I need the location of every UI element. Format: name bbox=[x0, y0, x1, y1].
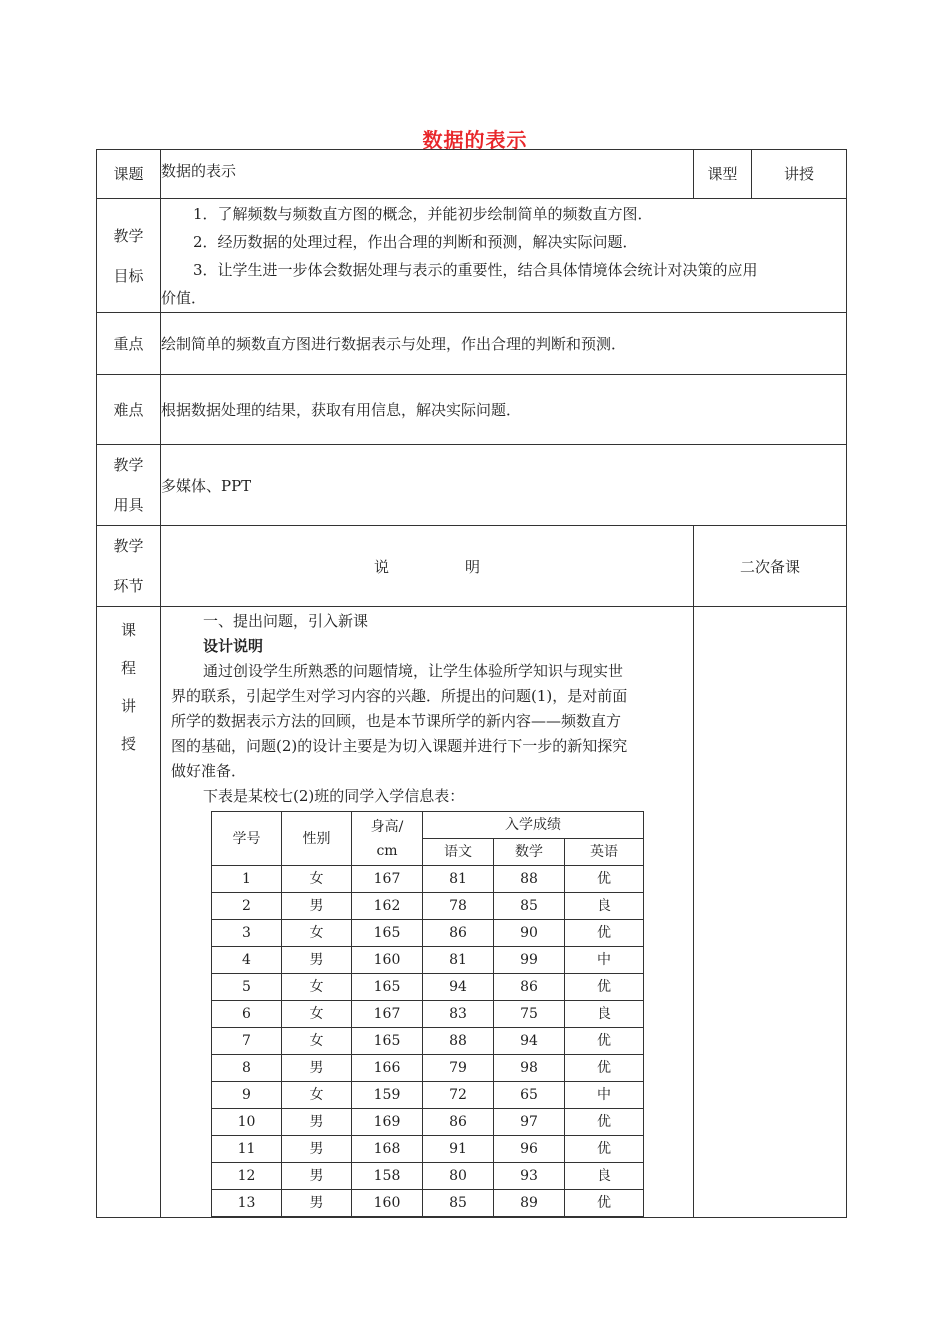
cell-chinese: 83 bbox=[423, 1001, 494, 1028]
key-point-label: 重点 bbox=[97, 313, 161, 375]
cell-chinese: 86 bbox=[423, 1109, 494, 1136]
cell-math: 65 bbox=[494, 1082, 565, 1109]
explanation-char-1: 说 bbox=[373, 557, 389, 576]
goals-content bbox=[161, 199, 847, 313]
process-label-char-2: 程 bbox=[120, 659, 136, 677]
tools-label-line-2: 用具 bbox=[113, 496, 144, 514]
second-prep-header: 二次备课 bbox=[694, 526, 847, 607]
cell-english: 良 bbox=[565, 1001, 644, 1028]
cell-gender: 男 bbox=[282, 1190, 352, 1217]
cell-gender: 男 bbox=[282, 1163, 352, 1190]
process-heading: 一、提出问题，引入新课 bbox=[203, 612, 369, 630]
page-title: 数据的表示 bbox=[422, 128, 528, 152]
cell-chinese: 94 bbox=[423, 974, 494, 1001]
cell-math: 75 bbox=[494, 1001, 565, 1028]
cell-height: 167 bbox=[352, 1001, 423, 1028]
table-row bbox=[212, 1190, 644, 1217]
cell-math: 90 bbox=[494, 920, 565, 947]
process-label-char-1: 课 bbox=[120, 621, 136, 639]
cell-gender: 女 bbox=[282, 920, 352, 947]
cell-chinese: 88 bbox=[423, 1028, 494, 1055]
cell-english: 优 bbox=[565, 1109, 644, 1136]
section-label-line-2: 环节 bbox=[113, 577, 144, 595]
design-line-4: 图的基础，问题(2)的设计主要是为切入课题并进行下一步的新知探究 bbox=[171, 737, 628, 755]
info-table-body bbox=[212, 866, 644, 1217]
cell-math: 85 bbox=[494, 893, 565, 920]
cell-id: 9 bbox=[212, 1082, 282, 1109]
process-label-char-3: 讲 bbox=[120, 697, 136, 715]
cell-id: 3 bbox=[212, 920, 282, 947]
cell-gender: 女 bbox=[282, 1082, 352, 1109]
cell-height: 162 bbox=[352, 893, 423, 920]
table-row bbox=[212, 1136, 644, 1163]
cell-height: 165 bbox=[352, 920, 423, 947]
cell-id: 2 bbox=[212, 893, 282, 920]
goal-item-3: 3．让学生进一步体会数据处理与表示的重要性，结合具体情境体会统计对决策的应用 bbox=[193, 260, 758, 279]
cell-id: 5 bbox=[212, 974, 282, 1001]
cell-gender: 男 bbox=[282, 1136, 352, 1163]
cell-chinese: 81 bbox=[423, 866, 494, 893]
tools-label bbox=[97, 445, 161, 526]
cell-id: 8 bbox=[212, 1055, 282, 1082]
col-header-height-line-2: cm bbox=[376, 842, 398, 859]
cell-gender: 女 bbox=[282, 1028, 352, 1055]
cell-chinese: 81 bbox=[423, 947, 494, 974]
table-row bbox=[212, 974, 644, 1001]
cell-english: 良 bbox=[565, 893, 644, 920]
cell-math: 94 bbox=[494, 1028, 565, 1055]
table-row bbox=[212, 1163, 644, 1190]
cell-height: 168 bbox=[352, 1136, 423, 1163]
cell-english: 中 bbox=[565, 1082, 644, 1109]
table-row bbox=[212, 893, 644, 920]
cell-height: 160 bbox=[352, 947, 423, 974]
cell-chinese: 78 bbox=[423, 893, 494, 920]
lesson-type-value: 讲授 bbox=[752, 150, 847, 199]
process-label-char-4: 授 bbox=[120, 735, 136, 753]
cell-height: 165 bbox=[352, 974, 423, 1001]
goal-item-3-cont: 价值． bbox=[161, 288, 207, 307]
design-line-1: 通过创设学生所熟悉的问题情境，让学生体验所学知识与现实世 bbox=[203, 662, 624, 680]
cell-height: 166 bbox=[352, 1055, 423, 1082]
cell-math: 97 bbox=[494, 1109, 565, 1136]
explanation-char-2: 明 bbox=[465, 557, 481, 576]
table-row bbox=[212, 1001, 644, 1028]
design-title: 设计说明 bbox=[203, 637, 264, 655]
section-label bbox=[97, 526, 161, 607]
cell-id: 6 bbox=[212, 1001, 282, 1028]
design-line-5: 做好准备． bbox=[171, 762, 247, 780]
cell-math: 98 bbox=[494, 1055, 565, 1082]
cell-height: 167 bbox=[352, 866, 423, 893]
topic-value: 数据的表示 bbox=[161, 150, 694, 199]
cell-gender: 女 bbox=[282, 974, 352, 1001]
cell-height: 165 bbox=[352, 1028, 423, 1055]
cell-id: 13 bbox=[212, 1190, 282, 1217]
design-line-3: 所学的数据表示方法的回顾，也是本节课所学的新内容——频数直方 bbox=[171, 712, 622, 730]
cell-english: 优 bbox=[565, 920, 644, 947]
cell-height: 158 bbox=[352, 1163, 423, 1190]
col-header-height bbox=[352, 812, 423, 866]
lesson-plan-table bbox=[96, 149, 847, 1218]
col-header-id: 学号 bbox=[212, 812, 282, 866]
table-row bbox=[212, 866, 644, 893]
cell-english: 优 bbox=[565, 1055, 644, 1082]
cell-gender: 男 bbox=[282, 893, 352, 920]
table-row bbox=[212, 920, 644, 947]
cell-chinese: 79 bbox=[423, 1055, 494, 1082]
second-prep-cell bbox=[694, 607, 847, 1218]
cell-chinese: 85 bbox=[423, 1190, 494, 1217]
cell-chinese: 80 bbox=[423, 1163, 494, 1190]
cell-id: 11 bbox=[212, 1136, 282, 1163]
cell-id: 4 bbox=[212, 947, 282, 974]
table-intro: 下表是某校七(2)班的同学入学信息表： bbox=[203, 787, 465, 805]
explanation-header bbox=[161, 526, 694, 607]
cell-english: 优 bbox=[565, 974, 644, 1001]
cell-chinese: 86 bbox=[423, 920, 494, 947]
tools-label-line-1: 教学 bbox=[113, 456, 144, 474]
table-row bbox=[212, 1109, 644, 1136]
col-header-chinese: 语文 bbox=[423, 839, 494, 866]
topic-label: 课题 bbox=[97, 150, 161, 199]
cell-english: 优 bbox=[565, 1190, 644, 1217]
goal-item-1: 1．了解频数与频数直方图的概念，并能初步绘制简单的频数直方图． bbox=[193, 204, 653, 223]
design-line-2: 界的联系，引起学生对学习内容的兴趣．所提出的问题(1)，是对前面 bbox=[171, 687, 628, 705]
cell-math: 99 bbox=[494, 947, 565, 974]
lesson-type-label: 课型 bbox=[694, 150, 752, 199]
table-row bbox=[212, 1055, 644, 1082]
cell-id: 1 bbox=[212, 866, 282, 893]
cell-height: 169 bbox=[352, 1109, 423, 1136]
col-header-gender: 性别 bbox=[282, 812, 352, 866]
cell-id: 7 bbox=[212, 1028, 282, 1055]
cell-math: 89 bbox=[494, 1190, 565, 1217]
tools-value: 多媒体、PPT bbox=[161, 445, 847, 526]
cell-english: 优 bbox=[565, 1136, 644, 1163]
goals-label bbox=[97, 199, 161, 313]
cell-english: 优 bbox=[565, 866, 644, 893]
difficulty-value: 根据数据处理的结果，获取有用信息，解决实际问题． bbox=[161, 375, 847, 445]
cell-english: 优 bbox=[565, 1028, 644, 1055]
goals-label-line-2: 目标 bbox=[113, 266, 144, 285]
cell-math: 93 bbox=[494, 1163, 565, 1190]
col-header-math: 数学 bbox=[494, 839, 565, 866]
cell-gender: 男 bbox=[282, 947, 352, 974]
student-info-table bbox=[211, 811, 644, 1217]
col-header-height-line-1: 身高/ bbox=[370, 818, 404, 835]
col-header-scores: 入学成绩 bbox=[423, 812, 644, 839]
cell-gender: 女 bbox=[282, 1001, 352, 1028]
process-content bbox=[161, 607, 694, 1218]
cell-gender: 男 bbox=[282, 1109, 352, 1136]
cell-gender: 男 bbox=[282, 1055, 352, 1082]
table-row bbox=[212, 947, 644, 974]
cell-gender: 女 bbox=[282, 866, 352, 893]
section-label-line-1: 教学 bbox=[113, 537, 144, 555]
cell-height: 160 bbox=[352, 1190, 423, 1217]
cell-english: 良 bbox=[565, 1163, 644, 1190]
table-row bbox=[212, 1082, 644, 1109]
process-label bbox=[97, 607, 161, 1218]
cell-id: 10 bbox=[212, 1109, 282, 1136]
goals-label-line-1: 教学 bbox=[113, 226, 144, 245]
cell-chinese: 72 bbox=[423, 1082, 494, 1109]
col-header-english: 英语 bbox=[565, 839, 644, 866]
cell-height: 159 bbox=[352, 1082, 423, 1109]
cell-chinese: 91 bbox=[423, 1136, 494, 1163]
cell-math: 86 bbox=[494, 974, 565, 1001]
cell-math: 88 bbox=[494, 866, 565, 893]
key-point-value: 绘制简单的频数直方图进行数据表示与处理，作出合理的判断和预测． bbox=[161, 313, 847, 375]
cell-id: 12 bbox=[212, 1163, 282, 1190]
cell-math: 96 bbox=[494, 1136, 565, 1163]
table-row bbox=[212, 1028, 644, 1055]
goal-item-2: 2．经历数据的处理过程，作出合理的判断和预测，解决实际问题． bbox=[193, 232, 638, 251]
cell-english: 中 bbox=[565, 947, 644, 974]
difficulty-label: 难点 bbox=[97, 375, 161, 445]
